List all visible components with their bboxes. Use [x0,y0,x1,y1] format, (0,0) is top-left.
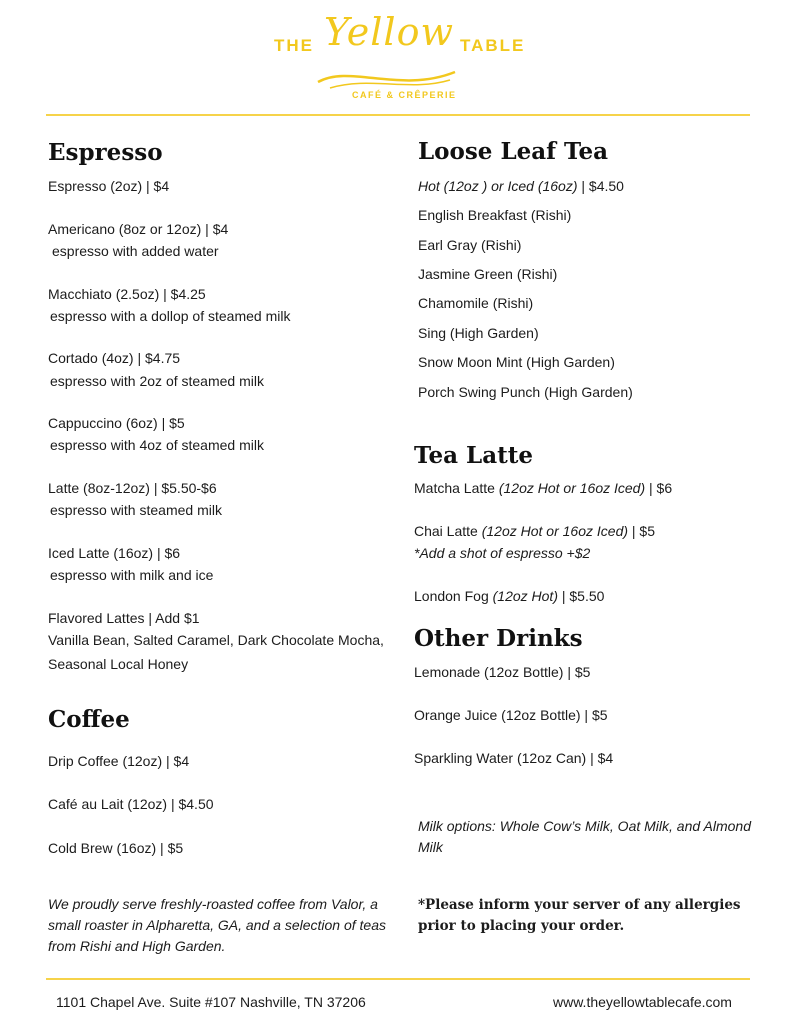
espresso-item-desc: espresso with a dollop of steamed milk [50,308,291,324]
espresso-item: Cortado (4oz) | $4.75 [48,350,181,366]
espresso-heading: Espresso [48,139,163,166]
other-drink-item: Orange Juice (12oz Bottle) | $5 [414,707,608,723]
tea-latte-item [414,588,604,604]
espresso-item-desc: Seasonal Local Honey [48,656,189,672]
other-drinks-heading: Other Drinks [414,625,583,652]
espresso-item-desc: Vanilla Bean, Salted Caramel, Dark Chocolate Mocha, [48,632,384,648]
espresso-item: Latte (8oz-12oz) | $5.50-$6 [48,480,217,496]
chai-addon-note: *Add a shot of espresso +$2 [414,545,591,561]
logo-script: Yellow [324,10,454,54]
tea-item: Snow Moon Mint (High Garden) [418,354,615,370]
tea-latte-heading: Tea Latte [414,442,533,469]
bottom-rule [46,978,750,980]
footer-website[interactable]: www.theyellowtablecafe.com [553,994,732,1010]
logo-swash-icon [310,54,460,94]
tea-latte-name: Chai Latte [414,523,482,539]
tea-latte-size: (12oz Hot) [492,588,558,604]
coffee-sourcing-note: We proudly serve freshly-roasted coffee from Valor, a small roaster in Alpharetta, GA, and a selection of teas from Rishi and High Garden. [48,896,386,954]
top-rule [46,114,750,116]
tea-latte-price: | $5.50 [557,588,605,604]
coffee-heading: Coffee [48,706,130,733]
tea-intro [418,178,624,194]
tea-latte-item [414,523,655,539]
tea-latte-price: | $6 [645,480,673,496]
espresso-item: Americano (8oz or 12oz) | $4 [48,221,229,237]
logo [270,10,540,104]
espresso-item-desc: espresso with milk and ice [50,567,214,583]
tea-item: Porch Swing Punch (High Garden) [418,384,633,400]
tea-latte-size: (12oz Hot or 16oz Iced) [481,523,629,539]
espresso-item: Espresso (2oz) | $4 [48,178,170,194]
tea-intro-price: | $4.50 [577,178,624,194]
tea-latte-size: (12oz Hot or 16oz Iced) [498,480,646,496]
footer-address: 1101 Chapel Ave. Suite #107 Nashville, TN 37206 [56,994,366,1010]
tea-intro-sizes: Hot (12oz ) or Iced (16oz) [418,178,578,194]
espresso-item-desc: espresso with added water [52,243,219,259]
milk-options-note: Milk options: Whole Cow’s Milk, Oat Milk, and Almond Milk [418,818,751,855]
loose-leaf-tea-heading: Loose Leaf Tea [418,138,609,165]
espresso-item-desc: espresso with 4oz of steamed milk [50,437,264,453]
coffee-item: Cold Brew (16oz) | $5 [48,840,184,856]
logo-subtitle: CAFÉ & CRÊPERIE [352,90,457,100]
espresso-item-desc: espresso with steamed milk [50,502,222,518]
tea-latte-item [414,480,672,496]
tea-latte-name: London Fog [414,588,493,604]
other-drink-item: Sparkling Water (12oz Can) | $4 [414,750,614,766]
tea-item: Jasmine Green (Rishi) [418,266,558,282]
tea-latte-price: | $5 [628,523,656,539]
espresso-item: Flavored Lattes | Add $1 [48,610,200,626]
tea-item: English Breakfast (Rishi) [418,207,572,223]
tea-item: Sing (High Garden) [418,325,539,341]
espresso-item: Iced Latte (16oz) | $6 [48,545,181,561]
other-drink-item: Lemonade (12oz Bottle) | $5 [414,664,591,680]
coffee-item: Café au Lait (12oz) | $4.50 [48,796,214,812]
logo-the: THE [274,36,314,55]
espresso-item: Cappuccino (6oz) | $5 [48,415,185,431]
allergy-notice: *Please inform your server of any allergies prior to placing your order. [418,897,741,934]
coffee-item: Drip Coffee (12oz) | $4 [48,753,190,769]
espresso-item: Macchiato (2.5oz) | $4.25 [48,286,206,302]
logo-table: TABLE [460,36,526,55]
tea-item: Chamomile (Rishi) [418,295,534,311]
tea-item: Earl Gray (Rishi) [418,237,522,253]
espresso-item-desc: espresso with 2oz of steamed milk [50,373,264,389]
tea-latte-name: Matcha Latte [414,480,499,496]
